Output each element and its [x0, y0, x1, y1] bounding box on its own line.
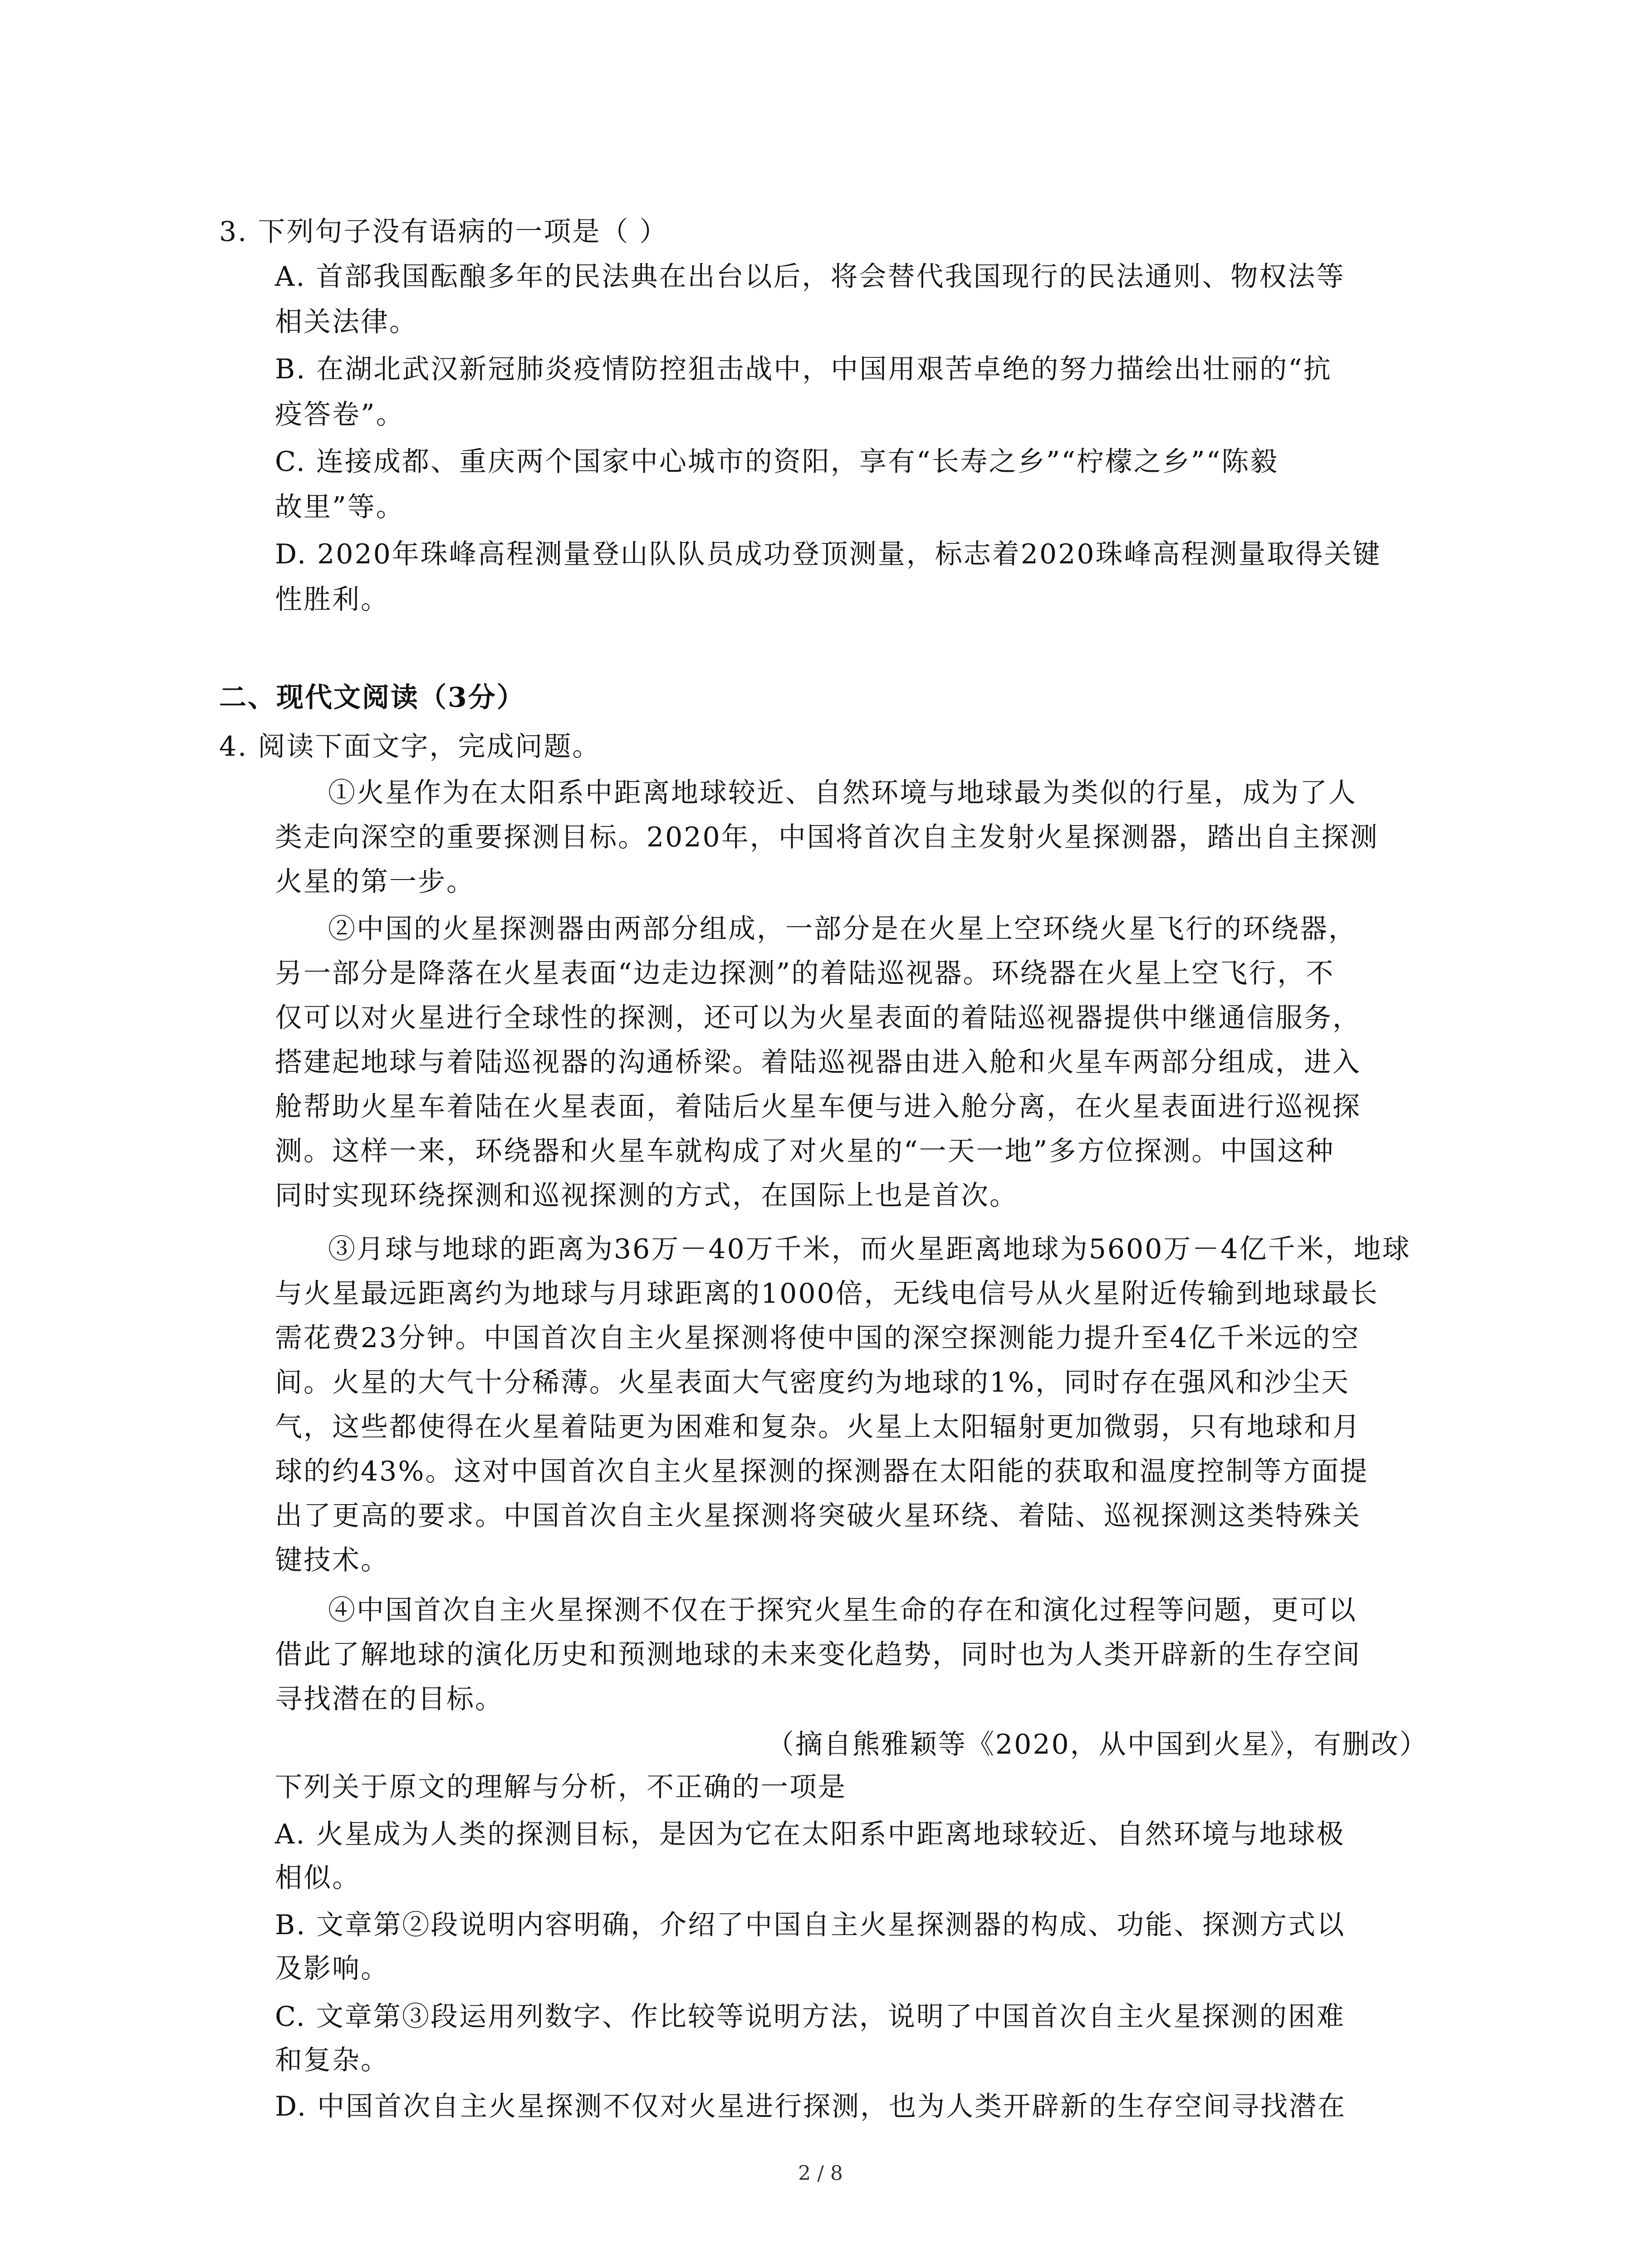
q4-option-b-cont: 及影响。	[275, 1953, 389, 1984]
passage-p4-line: 借此了解地球的演化历史和预测地球的未来变化趋势，同时也为人类开辟新的生存空间	[275, 1639, 1361, 1671]
passage-p2-line: 搭建起地球与着陆巡视器的沟通桥梁。着陆巡视器由进入舱和火星车两部分组成，进入	[275, 1046, 1361, 1078]
q4-sub-stem: 下列关于原文的理解与分析，不正确的一项是	[275, 1771, 847, 1803]
passage-p3-line: 出了更高的要求。中国首次自主火星探测将突破火星环绕、着陆、巡视探测这类特殊关	[275, 1500, 1361, 1532]
source-citation: （摘自熊雅颖等《2020，从中国到火星》，有删改）	[767, 1729, 1428, 1760]
q3-option-d-cont: 性胜利。	[275, 584, 389, 616]
q3-option-b-cont: 疫答卷”。	[275, 399, 405, 430]
passage-p1-line: 类走向深空的重要探测目标。2020年，中国将首次自主发射火星探测器，踏出自主探测	[275, 821, 1379, 853]
q3-option-b: B. 在湖北武汉新冠肺炎疫情防控狙击战中，中国用艰苦卓绝的努力描绘出壮丽的“抗	[275, 353, 1332, 385]
q3-option-a-cont: 相关法律。	[275, 306, 418, 338]
passage-p2-line: ②中国的火星探测器由两部分组成，一部分是在火星上空环绕火星飞行的环绕器，	[328, 913, 1357, 945]
passage-p2-line: 舱帮助火星车着陆在火星表面，着陆后火星车便与进入舱分离，在火星表面进行巡视探	[275, 1091, 1361, 1123]
passage-p3-line: 需花费23分钟。中国首次自主火星探测将使中国的深空探测能力提升至4亿千米远的空	[275, 1322, 1360, 1354]
page-number: 2 / 8	[798, 2162, 843, 2185]
passage-p3-line: ③月球与地球的距离为36万－40万千米，而火星距离地球为5600万－4亿千米，地球	[328, 1233, 1411, 1265]
q4-option-a: A. 火星成为人类的探测目标，是因为它在太阳系中距离地球较近、自然环境与地球极	[275, 1818, 1345, 1850]
q3-stem: 3. 下列句子没有语病的一项是（ ）	[219, 216, 668, 248]
passage-p2-line: 仅可以对火星进行全球性的探测，还可以为火星表面的着陆巡视器提供中继通信服务，	[275, 1002, 1361, 1034]
q3-option-d: D. 2020年珠峰高程测量登山队队员成功登顶测量，标志着2020珠峰高程测量取得关键	[275, 538, 1381, 570]
q4-option-d: D. 中国首次自主火星探测不仅对火星进行探测，也为人类开辟新的生存空间寻找潜在	[275, 2091, 1347, 2122]
passage-p1-line: ①火星作为在太阳系中距离地球较近、自然环境与地球最为类似的行星，成为了人	[328, 777, 1357, 809]
q4-option-b: B. 文章第②段说明内容明确，介绍了中国自主火星探测器的构成、功能、探测方式以	[275, 1909, 1346, 1941]
q4-stem: 4. 阅读下面文字，完成问题。	[219, 731, 601, 763]
section-heading: 二、现代文阅读（3分）	[219, 682, 525, 714]
q4-option-c-cont: 和复杂。	[275, 2044, 389, 2076]
passage-p4-line: 寻找潜在的目标。	[275, 1683, 504, 1715]
q3-option-c-cont: 故里”等。	[275, 491, 405, 523]
passage-p3-line: 球的约43%。这对中国首次自主火星探测的探测器在太阳能的获取和温度控制等方面提	[275, 1456, 1369, 1487]
q3-option-a: A. 首部我国酝酿多年的民法典在出台以后，将会替代我国现行的民法通则、物权法等	[275, 261, 1345, 293]
passage-p3-line: 间。火星的大气十分稀薄。火星表面大气密度约为地球的1%，同时存在强风和沙尘天	[275, 1367, 1350, 1398]
passage-p2-line: 测。这样一来，环绕器和火星车就构成了对火星的“一天一地”多方位探测。中国这种	[275, 1135, 1335, 1167]
passage-p3-line: 与火星最远距离约为地球与月球距离的1000倍，无线电信号从火星附近传输到地球最长	[275, 1278, 1379, 1310]
passage-p2-line: 另一部分是降落在火星表面“边走边探测”的着陆巡视器。环绕器在火星上空飞行，不	[275, 958, 1335, 989]
q4-option-c: C. 文章第③段运用列数字、作比较等说明方法，说明了中国首次自主火星探测的困难	[275, 2001, 1345, 2033]
passage-p3-line: 键技术。	[275, 1545, 389, 1576]
passage-p2-line: 同时实现环绕探测和巡视探测的方式，在国际上也是首次。	[275, 1180, 1018, 1212]
passage-p3-line: 气，这些都使得在火星着陆更为困难和复杂。火星上太阳辐射更加微弱，只有地球和月	[275, 1411, 1361, 1443]
passage-p4-line: ④中国首次自主火星探测不仅在于探究火星生命的存在和演化过程等问题，更可以	[328, 1594, 1357, 1626]
q4-option-a-cont: 相似。	[275, 1862, 361, 1894]
q3-option-c: C. 连接成都、重庆两个国家中心城市的资阳，享有“长寿之乡”“柠檬之乡”“陈毅	[275, 446, 1279, 478]
passage-p1-line: 火星的第一步。	[275, 866, 475, 898]
